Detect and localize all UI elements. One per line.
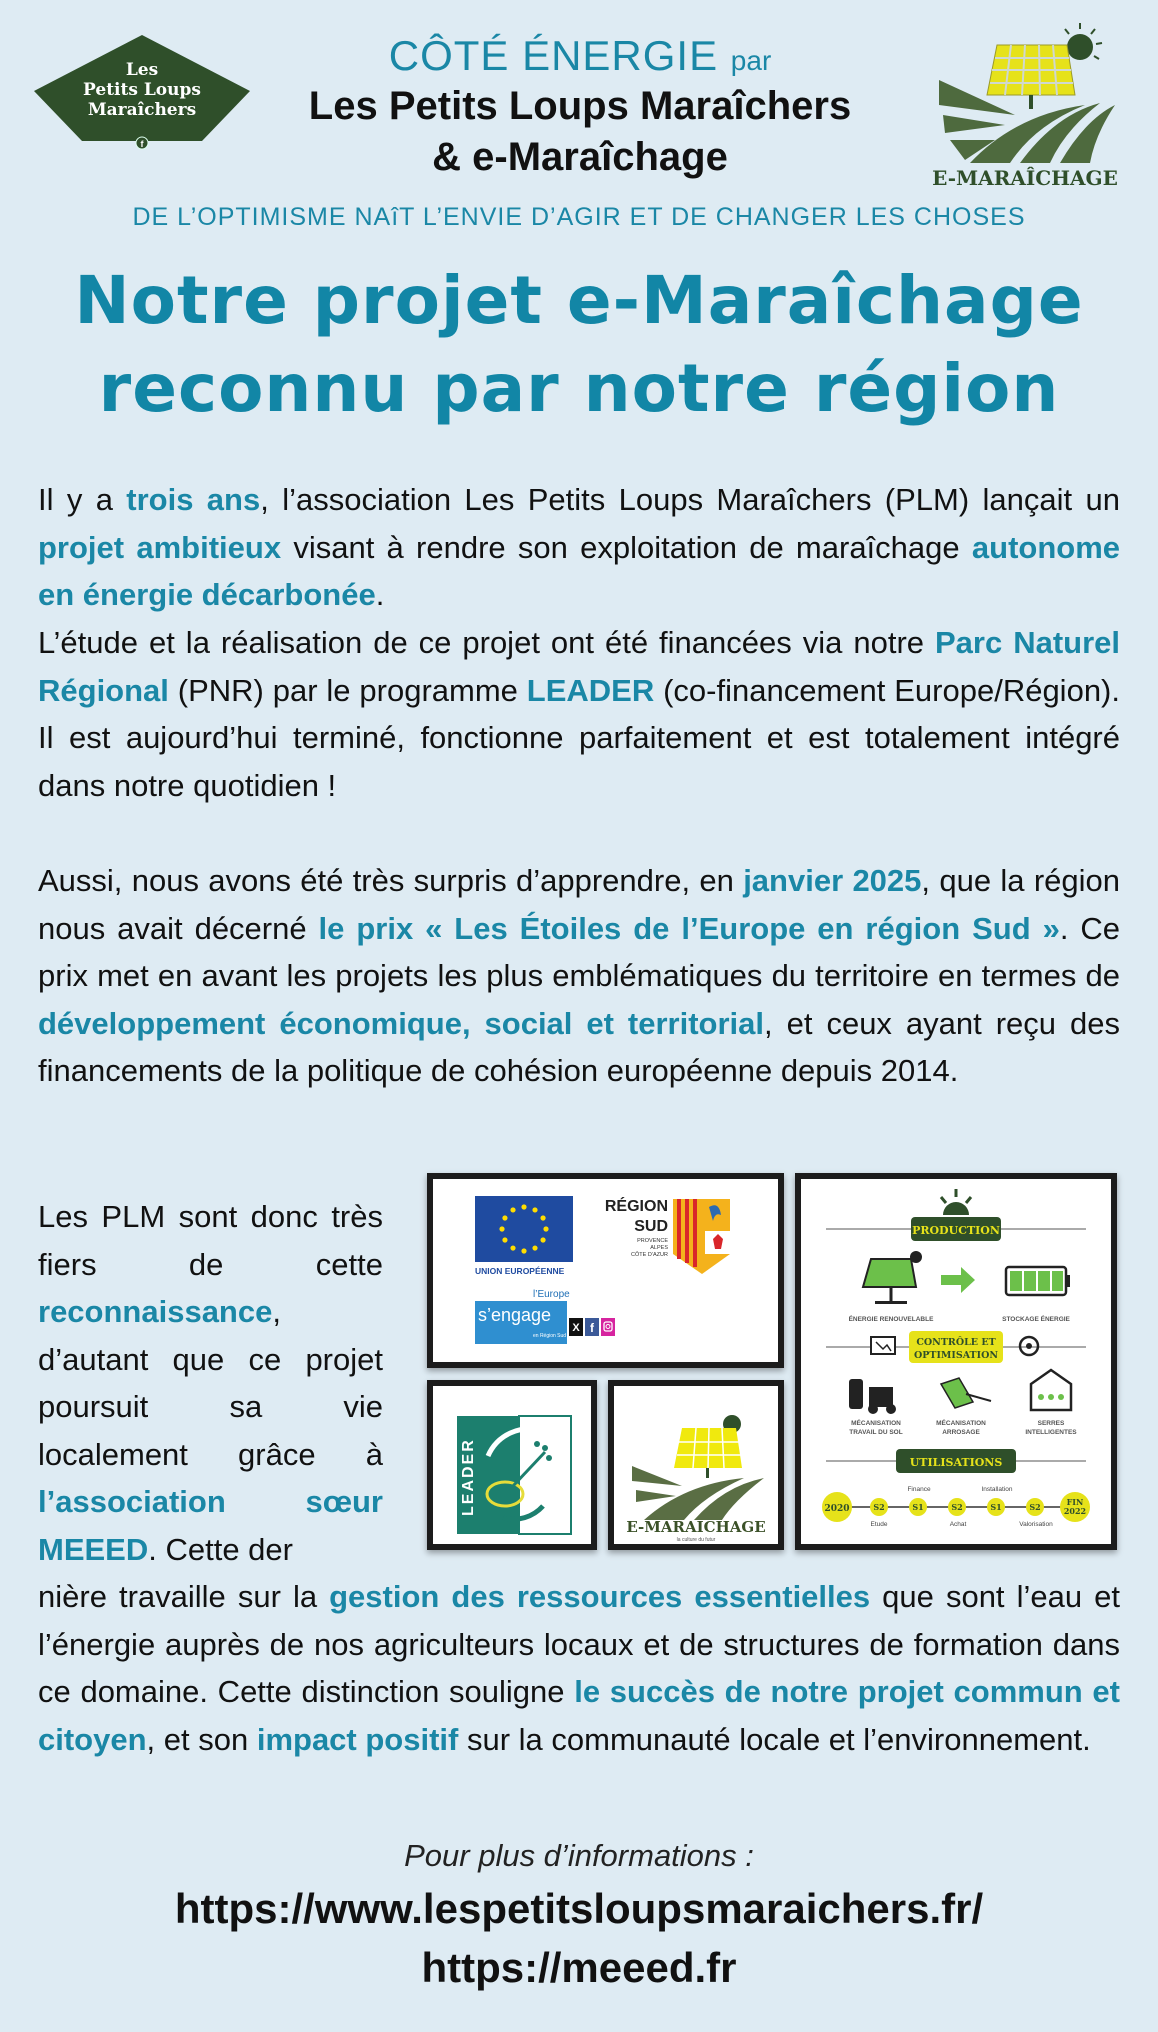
body-text: L’étude et la réalisation de ce projet ont été financées via notre (38, 625, 935, 660)
body-text: nière travaille sur la (38, 1579, 330, 1614)
eu-star (510, 1207, 515, 1212)
leader-logo-card (427, 1380, 597, 1550)
region-label-2: SUD (634, 1218, 668, 1235)
body-text: , que la région nous avait décerné (38, 863, 1120, 946)
plm-logo-line2: Petits Loups (83, 80, 201, 100)
body-paragraph-1 (38, 476, 1120, 619)
solar-panel-icon (987, 45, 1075, 109)
production-label: PRODUCTION (912, 1224, 1000, 1237)
body-text: Il y a (38, 482, 127, 517)
storage-label: STOCKAGE ÉNERGIE (1002, 1316, 1070, 1323)
highlight-text: reconnaissance (38, 1294, 273, 1329)
body-text: Aussi, nous avons été très surpris d’apprendre, en (38, 863, 744, 898)
region-sub-2: ALPES (650, 1245, 668, 1251)
timeline-step-label: S1 (990, 1502, 1002, 1512)
org-name: Les Petits Loups Maraîchers (308, 84, 852, 128)
e-maraichage-logo-label: E-MARAÎCHAGE (932, 166, 1118, 190)
body-text: . Ce prix met en avant les projets les plus emblématiques du territoire en termes de (38, 910, 1120, 993)
engage-sub: en Région Sud (533, 1333, 567, 1339)
body-text: , l’association Les Petits Loups Maraîchers (PLM) lançait un (260, 482, 1120, 517)
body-text: , d’autant que ce projet poursuit sa vie localement grâce à (38, 1294, 383, 1472)
engage-line1: l’Europe (533, 1289, 570, 1300)
highlight-text: Parc Naturel Régional (38, 625, 1121, 708)
highlight-text: projet ambitieux (38, 529, 282, 565)
renewable-label: ÉNERGIE RENOUVELABLE (848, 1316, 934, 1323)
facebook-icon[interactable] (585, 1318, 599, 1336)
body-text: visant à rendre son exploitation de maraîchage (281, 529, 972, 565)
instagram-icon[interactable] (601, 1318, 615, 1336)
timeline-step-label: S1 (912, 1502, 924, 1512)
highlight-text: développement économique, social et territorial (38, 1005, 765, 1041)
highlight-text: janvier 2025 (743, 863, 922, 898)
timeline-end-1: FIN (1066, 1497, 1084, 1507)
leader-label: LEADER (460, 1438, 477, 1516)
body-paragraph-2 (38, 619, 1120, 809)
utilisations-label: UTILISATIONS (909, 1456, 1003, 1469)
highlight-text: le succès de notre projet commun et citoyen (38, 1674, 1120, 1757)
plm-logo-line1: Les (125, 60, 159, 80)
highlight-text: LEADER (526, 672, 655, 708)
control-label-2: OPTIMISATION (913, 1350, 999, 1361)
tagline: DE L’OPTIMISME NAîT L’ENVIE D’AGIR ET DE CHANGER LES CHOSES (132, 203, 1026, 231)
eu-star (543, 1226, 548, 1231)
use3-label-1: SERRES (1037, 1420, 1065, 1427)
control-label-1: CONTRÔLE ET (916, 1337, 996, 1348)
eu-region-logos-card (427, 1173, 784, 1368)
e-maraichage-card-subtitle: la culture du futur (676, 1537, 716, 1543)
eu-star (502, 1237, 507, 1242)
eu-flag-icon (475, 1196, 573, 1262)
timeline-end-2: 2022 (1063, 1506, 1087, 1516)
body-paragraph-3 (38, 857, 1120, 1095)
x-icon[interactable] (569, 1318, 583, 1336)
use1-label-2: TRAVAIL DU SOL (849, 1429, 903, 1436)
timeline-below-3: Valorisation (1019, 1521, 1053, 1528)
eu-star (521, 1204, 526, 1209)
use2-label-2: ARROSAGE (942, 1429, 980, 1436)
section-label-text: CÔTÉ ÉNERGIE (388, 32, 719, 79)
eu-star (532, 1245, 537, 1250)
svg-text:f: f (590, 1321, 594, 1335)
eu-star (510, 1245, 515, 1250)
body-text: Les PLM sont donc très fiers de cette (38, 1199, 383, 1282)
eu-label: UNION EUROPÉENNE (475, 1266, 565, 1276)
e-maraichage-card-label: E-MARAICHAGE (626, 1518, 766, 1536)
body-text: (co-financement Europe/Région). Il est aujourd’hui terminé, fonctionne parfaitement et est totalement intégré dans notre quotidien ! (38, 672, 1120, 803)
use2-label-1: MÉCANISATION (936, 1420, 986, 1427)
energy-infographic-card (795, 1173, 1117, 1550)
body-text: , et son (146, 1721, 257, 1757)
svg-text:f: f (140, 139, 144, 149)
highlight-text: impact positif (256, 1721, 459, 1757)
highlight-text: autonome en énergie décarbonée (38, 529, 1121, 612)
eu-star (532, 1207, 537, 1212)
timeline-step-label: S2 (873, 1502, 885, 1512)
region-sub-1: PROVENCE (637, 1238, 668, 1244)
svg-text:X: X (572, 1322, 580, 1334)
highlight-text: le prix « Les Étoiles de l’Europe en région Sud » (318, 910, 1060, 946)
section-par: par (730, 45, 772, 76)
website-link-meeed[interactable]: https://meeed.fr (421, 1944, 737, 1991)
body-text: sur la communauté locale et l’environnement. (458, 1721, 1091, 1757)
timeline-step-label: S2 (1029, 1502, 1041, 1512)
timeline-above-1: Finance (907, 1486, 931, 1493)
e-maraichage-logo-card (608, 1380, 784, 1550)
timeline-start: 2020 (824, 1504, 850, 1514)
plm-logo (32, 33, 252, 151)
monitor-icon (871, 1337, 895, 1354)
page-title-line1: Notre projet e-Maraîchage (74, 262, 1084, 339)
section-label (260, 32, 900, 80)
region-sub-3: CÔTE D’AZUR (631, 1252, 668, 1258)
body-text: (PNR) par le programme (168, 672, 527, 708)
timeline-below-2: Achat (949, 1521, 967, 1528)
highlight-text: l’association sœur MEEED (38, 1484, 383, 1567)
highlight-text: gestion des ressources essentielles (329, 1579, 871, 1614)
facebook-icon[interactable] (136, 137, 148, 149)
body-text: que sont l’eau et l’énergie auprès de nos agriculteurs locaux et de structures de formation dans ce domaine. Cette distinction souligne (38, 1579, 1120, 1709)
body-paragraph-4-narrow (38, 1193, 383, 1573)
sun-icon (1065, 23, 1102, 60)
timeline-step-label: S2 (951, 1502, 963, 1512)
footer-intro: Pour plus d’informations : (404, 1838, 754, 1873)
eu-star (540, 1237, 545, 1242)
e-maraichage-logo (925, 15, 1125, 190)
body-text: , et ceux ayant reçu des financements de la politique de cohésion européenne depuis 2014. (38, 1005, 1120, 1088)
timeline-below-1: Etude (870, 1521, 888, 1528)
eu-star (540, 1215, 545, 1220)
highlight-text: trois ans (126, 482, 261, 517)
engage-line2: s’engage (478, 1305, 552, 1325)
body-text: . Cette der (148, 1531, 293, 1567)
org-name-2: & e-Maraîchage (432, 135, 728, 179)
battery-icon (1006, 1267, 1070, 1295)
eu-star (502, 1215, 507, 1220)
body-paragraph-4-wide (38, 1573, 1120, 1763)
timeline-above-2: Installation (981, 1486, 1013, 1493)
eu-star (499, 1226, 504, 1231)
use1-label-1: MÉCANISATION (851, 1420, 901, 1427)
region-label-1: RÉGION (604, 1198, 668, 1215)
body-text: . (375, 577, 385, 612)
website-link-plm[interactable]: https://www.lespetitsloupsmaraichers.fr/ (174, 1885, 984, 1932)
use3-label-2: INTELLIGENTES (1025, 1429, 1077, 1436)
page-title-line2: reconnu par notre région (98, 350, 1060, 427)
plm-logo-line3: Maraîchers (87, 100, 197, 120)
eu-star (521, 1248, 526, 1253)
